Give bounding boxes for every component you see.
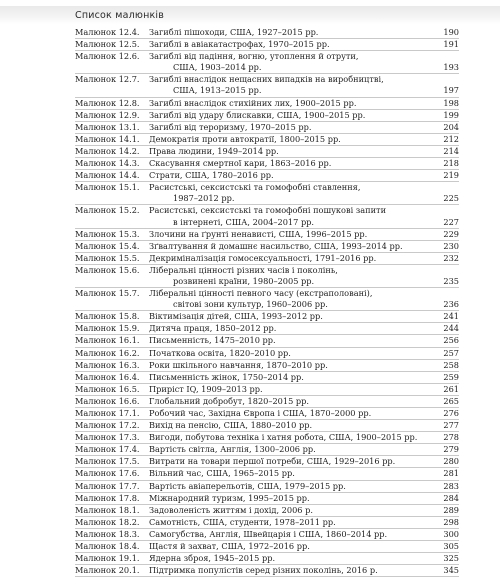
figure-title: Демократія проти автократії, 1800–2015 рр.: [149, 133, 341, 144]
figure-label: Малюнок 17.6.: [75, 468, 140, 479]
figure-entry: [75, 205, 459, 228]
figure-entry-line: [75, 348, 459, 359]
figure-entry-line: [75, 122, 459, 133]
figure-label: Малюнок 15.4.: [75, 240, 140, 251]
figure-entry-line: [75, 372, 459, 383]
figure-entry: [75, 541, 459, 553]
figure-entry: [75, 384, 459, 396]
figure-title: Міжнародний туризм, 1995–2015 рр.: [149, 492, 310, 503]
page-number: 258: [443, 359, 459, 370]
figure-entry-line: [75, 396, 459, 407]
figure-entry: [75, 335, 459, 347]
page-number: 300: [443, 528, 459, 539]
running-head: [0, 6, 500, 24]
figure-title: Расистські, сексистські та гомофобні пошукові запити: [149, 205, 387, 216]
page-number: 199: [443, 109, 459, 120]
figure-entry-line: [75, 205, 459, 216]
page-number: 257: [443, 347, 459, 358]
figure-title: Загиблі внаслідок нещасних випадків на виробництві,: [149, 74, 384, 85]
figure-entry-line: [75, 565, 459, 576]
figure-entry: [75, 505, 459, 517]
page-number: 281: [443, 468, 459, 479]
figure-entry: [75, 481, 459, 493]
figure-entry-line: [75, 360, 459, 371]
figure-entry: [75, 348, 459, 360]
figure-title: Вихід на пенсію, США, 1880–2010 рр.: [149, 420, 313, 431]
page-number: 289: [443, 504, 459, 515]
figure-entry-line: [75, 541, 459, 552]
figure-entry-line: [75, 517, 459, 528]
figure-entry-line: [75, 217, 459, 228]
figure-entry-line: [75, 505, 459, 516]
figure-entry-line: [75, 408, 459, 419]
figure-entry-line: [75, 335, 459, 346]
figure-entry: [75, 444, 459, 456]
figure-title: Приріст IQ, 1909–2013 рр.: [149, 383, 263, 394]
figure-title-continuation: США, 1913–2015 рр.: [173, 85, 262, 96]
page-number: 236: [443, 299, 459, 310]
page-number: 225: [443, 193, 459, 204]
figure-entry: [75, 51, 459, 74]
figure-entry: [75, 493, 459, 505]
figure-entry-line: [75, 229, 459, 240]
figure-entry: [75, 396, 459, 408]
figure-label: Малюнок 17.1.: [75, 408, 140, 418]
page-number: 244: [443, 323, 459, 334]
figure-label: Малюнок 17.8.: [75, 492, 140, 503]
page-number: 305: [443, 541, 459, 552]
figure-entry-line: [75, 253, 459, 264]
page-number: 219: [443, 170, 459, 181]
figure-label: Малюнок 16.5.: [75, 383, 140, 394]
figure-label: Малюнок 16.2.: [75, 347, 140, 358]
page-number: 280: [443, 456, 459, 467]
figure-label: Малюнок 15.5.: [75, 252, 140, 263]
page-number: 325: [443, 553, 459, 564]
figure-entry: [75, 372, 459, 384]
figure-title-continuation: розвинені країни, 1980–2005 рр.: [173, 275, 315, 286]
figure-title: Глобальний добробут, 1820–2015 рр.: [149, 395, 310, 406]
figure-label: Малюнок 16.6.: [75, 395, 140, 406]
figure-entry: [75, 170, 459, 182]
figure-title: Роки шкільного навчання, 1870–2010 рр.: [149, 359, 328, 370]
figure-list: [75, 27, 459, 577]
figure-entry-line: [75, 193, 459, 204]
figure-entry: [75, 360, 459, 372]
figure-title: Страти, США, 1780–2016 рр.: [149, 170, 274, 181]
page-number: 283: [443, 480, 459, 491]
figure-entry: [75, 565, 459, 577]
figure-entry: [75, 158, 459, 170]
figure-entry: [75, 288, 459, 311]
figure-entry-line: [75, 276, 459, 287]
figure-title: Загиблі від удару блискавки, США, 1900–2015 рр.: [149, 109, 366, 120]
figure-title: Ліберальні цінності різних часів і поколінь,: [149, 264, 338, 275]
figure-entry: [75, 27, 459, 39]
page-number: 235: [443, 275, 459, 286]
figure-entry-line: [75, 158, 459, 169]
figure-entry-line: [75, 241, 459, 252]
figure-entry-line: [75, 553, 459, 564]
figure-entry-line: [75, 311, 459, 322]
figure-entry-line: [75, 98, 459, 109]
figure-entry: [75, 408, 459, 420]
figure-title: Загиблі від тероризму, 1970–2015 рр.: [149, 121, 312, 132]
figure-title: Віктимізація дітей, США, 1993–2012 рр.: [149, 311, 323, 322]
figure-entry-line: [75, 134, 459, 145]
figure-entry: [75, 311, 459, 323]
figure-entry: [75, 241, 459, 253]
figure-entry-line: [75, 288, 459, 299]
figure-label: Малюнок 14.4.: [75, 170, 140, 181]
page-number: 261: [443, 383, 459, 394]
page-number: 241: [443, 311, 459, 322]
figure-entry-line: [75, 468, 459, 479]
figure-title: Задоволеність життям і дохід, 2006 р.: [149, 504, 313, 515]
page-number: 265: [443, 395, 459, 406]
figure-label: Малюнок 17.3.: [75, 432, 140, 443]
figure-label: Малюнок 20.1.: [75, 565, 140, 576]
figure-label: Малюнок 15.9.: [75, 323, 140, 334]
page-number: 259: [443, 371, 459, 382]
figure-label: Малюнок 16.4.: [75, 371, 140, 382]
figure-label: Малюнок 17.5.: [75, 456, 140, 467]
figure-title: Підтримка популістів серед різних поколінь, 2016 р.: [149, 565, 378, 576]
figure-label: Малюнок 16.3.: [75, 359, 140, 370]
page-number: 345: [443, 565, 459, 576]
figure-label: Малюнок 14.1.: [75, 133, 140, 144]
figure-entry: [75, 265, 459, 288]
figure-title: Самотність, США, студенти, 1978–2011 рр.: [149, 516, 336, 527]
figure-label: Малюнок 15.3.: [75, 228, 140, 239]
figure-title-continuation: в інтернеті, США, 2004–2017 рр.: [173, 216, 315, 227]
page-number: 276: [443, 408, 459, 418]
page-number: 278: [443, 432, 459, 443]
page-number: 284: [443, 492, 459, 503]
figure-label: Малюнок 19.1.: [75, 553, 140, 564]
figure-title: Злочини на ґрунті ненависті, США, 1996–2015 рр.: [149, 228, 368, 239]
figure-entry-line: [75, 27, 459, 38]
figure-entry: [75, 39, 459, 51]
figure-label: Малюнок 14.2.: [75, 145, 140, 156]
page-number: 279: [443, 444, 459, 455]
page-number: 191: [443, 39, 459, 50]
page-number: 193: [443, 62, 459, 73]
figure-title: Загиблі в авіакатастрофах, 1970–2015 рр.: [149, 39, 330, 50]
figure-entry-line: [75, 265, 459, 276]
figure-entry: [75, 229, 459, 241]
figure-entry-line: [75, 170, 459, 181]
page-number: 198: [443, 97, 459, 108]
figure-title: Вартість світла, Англія, 1300–2006 рр.: [149, 444, 316, 455]
figure-title: Декриміналізація гомосексуальності, 1791–2016 рр.: [149, 252, 377, 263]
figure-title: Ліберальні цінності певного часу (екстраполовані),: [149, 288, 373, 299]
figure-entry: [75, 420, 459, 432]
figure-label: Малюнок 15.7.: [75, 288, 140, 299]
page-number: 230: [443, 240, 459, 251]
figure-title: Витрати на товари першої потреби, США, 1929–2016 рр.: [149, 456, 396, 467]
figure-label: Малюнок 17.4.: [75, 444, 140, 455]
figure-title-continuation: світові зони культур, 1960–2006 рр.: [173, 299, 328, 310]
figure-label: Малюнок 15.2.: [75, 205, 140, 216]
figure-entry-line: [75, 432, 459, 443]
page-number: 298: [443, 516, 459, 527]
page-number: 218: [443, 158, 459, 169]
figure-entry: [75, 323, 459, 335]
figure-entry-line: [75, 456, 459, 467]
figure-title: Скасування смертної кари, 1863–2016 рр.: [149, 158, 332, 169]
figure-entry-line: [75, 323, 459, 334]
figure-title: Ядерна зброя, 1945–2015 рр.: [149, 553, 276, 564]
figure-entry-line: [75, 481, 459, 492]
figure-label: Малюнок 12.5.: [75, 39, 140, 50]
page-number: 197: [443, 85, 459, 96]
page-number: 256: [443, 335, 459, 346]
figure-label: Малюнок 18.2.: [75, 516, 140, 527]
figure-label: Малюнок 18.3.: [75, 528, 140, 539]
page-number: 212: [443, 133, 459, 144]
figure-entry-line: [75, 420, 459, 431]
figure-label: Малюнок 12.4.: [75, 27, 140, 37]
figure-title: Робочий час, Західна Європа і США, 1870–2000 рр.: [149, 408, 372, 418]
figure-title: Письменність жінок, 1750–2014 рр.: [149, 371, 304, 382]
section-title: Список малюнків: [75, 10, 165, 21]
figure-entry: [75, 146, 459, 158]
figure-entry-line: [75, 85, 459, 96]
figure-label: Малюнок 18.4.: [75, 541, 140, 552]
figure-label: Малюнок 15.8.: [75, 311, 140, 322]
figure-entry: [75, 529, 459, 541]
figure-title: Дитяча праця, 1850–2012 рр.: [149, 323, 277, 334]
figure-entry: [75, 182, 459, 205]
figure-entry-line: [75, 384, 459, 395]
figure-entry: [75, 432, 459, 444]
figure-title: Щастя й захват, США, 1972–2016 рр.: [149, 541, 310, 552]
figure-label: Малюнок 18.1.: [75, 504, 140, 515]
figure-entry-line: [75, 51, 459, 62]
figure-label: Малюнок 17.2.: [75, 420, 140, 431]
page-number: 214: [443, 145, 459, 156]
figure-title: Права людини, 1949–2014 рр.: [149, 145, 279, 156]
figure-label: Малюнок 12.8.: [75, 97, 140, 108]
figure-title-continuation: США, 1903–2014 рр.: [173, 62, 262, 73]
page-number: 232: [443, 252, 459, 263]
figure-title: Письменність, 1475–2010 рр.: [149, 335, 276, 346]
figure-entry-line: [75, 182, 459, 193]
figure-title: Вигоди, побутова техніка і хатня робота, США, 1900–2015 рр.: [149, 432, 418, 443]
figure-entry-line: [75, 493, 459, 504]
figure-label: Малюнок 16.1.: [75, 335, 140, 346]
figure-label: Малюнок 12.7.: [75, 74, 140, 85]
figure-entry: [75, 253, 459, 265]
figure-entry-line: [75, 74, 459, 85]
figure-title: Вільний час, США, 1965–2015 рр.: [149, 468, 295, 479]
figure-entry-line: [75, 146, 459, 157]
figure-label: Малюнок 15.1.: [75, 182, 140, 193]
page-number: 277: [443, 420, 459, 431]
page-number: 229: [443, 228, 459, 239]
figure-entry: [75, 134, 459, 146]
figure-entry: [75, 74, 459, 97]
figure-title: Самогубства, Англія, Швейцарія і США, 1860–2014 рр.: [149, 528, 388, 539]
figure-entry-line: [75, 110, 459, 121]
figure-title: Зґвалтування й домашнє насильство, США, 1993–2014 рр.: [149, 240, 403, 251]
figure-entry-line: [75, 299, 459, 310]
figure-entry: [75, 110, 459, 122]
figure-entry: [75, 517, 459, 529]
figure-title: Початкова освіта, 1820–2010 рр.: [149, 347, 291, 358]
figure-entry: [75, 553, 459, 565]
figure-entry: [75, 456, 459, 468]
figure-label: Малюнок 12.9.: [75, 109, 140, 120]
figure-entry-line: [75, 444, 459, 455]
figure-entry: [75, 98, 459, 110]
figure-entry-line: [75, 62, 459, 73]
figure-label: Малюнок 13.1.: [75, 121, 140, 132]
page-number: 204: [443, 121, 459, 132]
figure-label: Малюнок 15.6.: [75, 264, 140, 275]
figure-title: Загиблі від падіння, вогню, утоплення й отрути,: [149, 51, 359, 62]
figure-label: Малюнок 17.7.: [75, 480, 140, 491]
figure-title: Вартість авіаперельотів, США, 1979–2015 рр.: [149, 480, 346, 491]
figure-entry-line: [75, 39, 459, 50]
figure-entry: [75, 122, 459, 134]
figure-title: Загиблі пішоходи, США, 1927–2015 рр.: [149, 27, 319, 37]
figure-title: Расистські, сексистські та гомофобні ставлення,: [149, 182, 361, 193]
figure-label: Малюнок 12.6.: [75, 51, 140, 62]
figure-title-continuation: 1987–2012 рр.: [173, 193, 235, 204]
page-number: 227: [443, 216, 459, 227]
figure-entry: [75, 468, 459, 480]
figure-entry-line: [75, 529, 459, 540]
figure-title: Загиблі внаслідок стихійних лих, 1900–2015 рр.: [149, 97, 357, 108]
page-number: 190: [443, 27, 459, 37]
figure-label: Малюнок 14.3.: [75, 158, 140, 169]
